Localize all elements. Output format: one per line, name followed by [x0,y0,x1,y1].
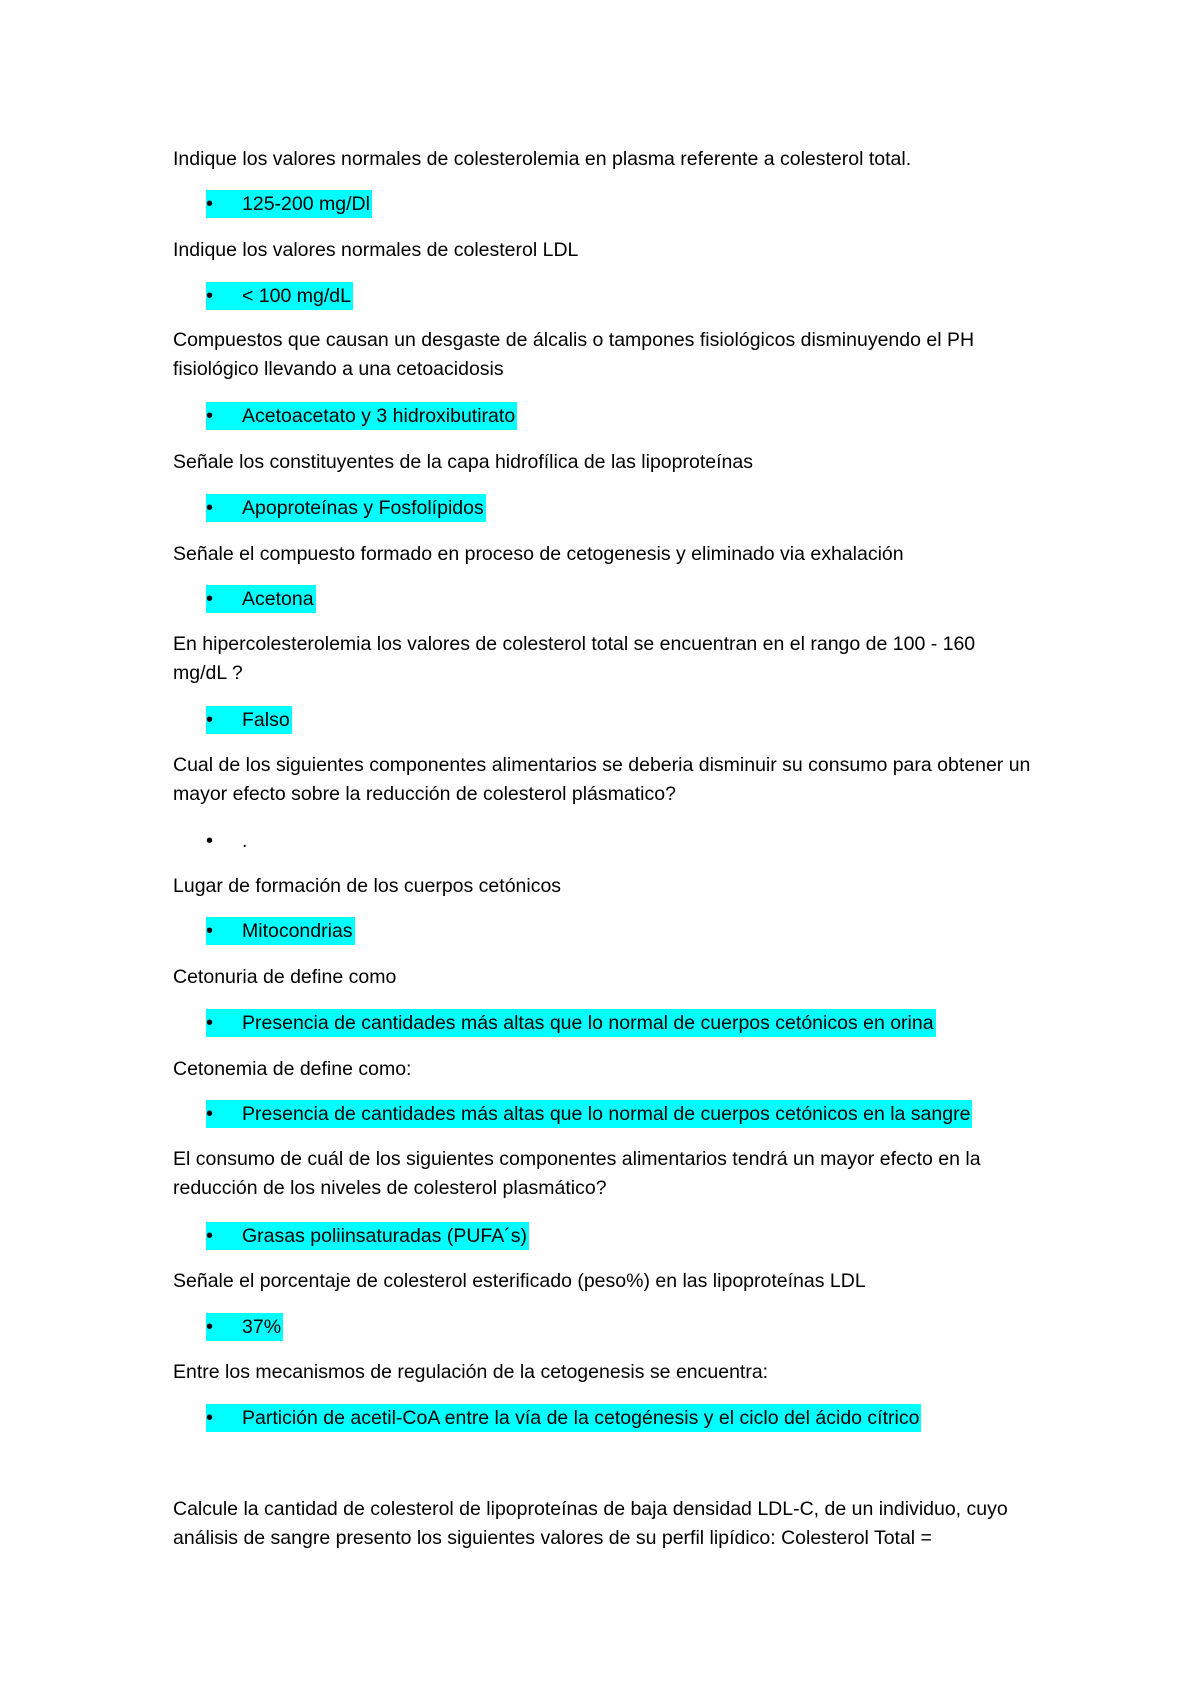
question-12 [173,1267,1033,1296]
question-text: El consumo de cuál de los siguientes componentes alimentarios tendrá un mayor efecto en la reducción de los niveles de colesterol plasmático? [173,1148,981,1199]
bullet-icon: • [173,282,242,310]
bullet-icon: • [173,706,242,734]
answer-text: Presencia de cantidades más altas que lo normal de cuerpos cetónicos en orina [242,1009,936,1037]
answer-13 [173,1403,921,1433]
answer-5 [173,584,316,614]
answer-text: . [242,830,248,852]
question-text: Señale los constituyentes de la capa hidrofílica de las lipoproteínas [173,451,753,473]
question-text: Compuestos que causan un desgaste de álcalis o tampones fisiológicos disminuyendo el PH fisiológico llevando a una cetoacidosis [173,329,975,380]
question-text: Indique los valores normales de colesterolemia en plasma referente a colesterol total. [173,148,912,170]
question-8 [173,872,1033,901]
bullet-icon: • [206,830,214,852]
answer-7 [173,826,249,856]
question-text: Cetonuria de define como [173,966,397,988]
question-9 [173,963,1033,992]
question-7 [173,751,1033,809]
question-text: Lugar de formación de los cuerpos cetónicos [173,875,562,897]
question-5 [173,540,1033,569]
answer-text: 125-200 mg/Dl [242,190,372,218]
bullet-icon: • [173,494,242,522]
question-2 [173,236,1033,265]
answer-text: Falso [242,706,292,734]
answer-text: Acetoacetato y 3 hidroxibutirato [242,402,517,430]
answer-6 [173,705,292,735]
question-4 [173,448,1033,477]
final-question [173,1495,1033,1553]
bullet-icon: • [173,1222,242,1250]
answer-2 [173,281,353,311]
question-text: Indique los valores normales de colesterol LDL [173,239,579,261]
bullet-icon: • [173,1100,242,1128]
bullet-icon: • [173,917,242,945]
question-text: Señale el porcentaje de colesterol esterificado (peso%) en las lipoproteínas LDL [173,1270,866,1292]
bullet-icon: • [173,402,242,430]
answer-1 [173,189,372,219]
question-text: Cetonemia de define como: [173,1058,412,1080]
question-11 [173,1145,1033,1203]
answer-text: Acetona [242,585,316,613]
answer-text: Mitocondrias [242,917,355,945]
answer-11 [173,1221,529,1251]
question-text: Cual de los siguientes componentes alimentarios se deberia disminuir su consumo para obtener un mayor efecto sobre la reducción de colesterol plásmatico? [173,754,1031,805]
question-text: Calcule la cantidad de colesterol de lipoproteínas de baja densidad LDL-C, de un individuo, cuyo análisis de sangre presento los siguientes valores de su perfil lipídico: Colesterol Total = [173,1498,1008,1549]
bullet-icon: • [173,585,242,613]
answer-text: < 100 mg/dL [242,282,353,310]
question-1 [173,145,1033,174]
answer-9 [173,1008,936,1038]
bullet-icon: • [173,1009,242,1037]
question-text: Señale el compuesto formado en proceso de cetogenesis y eliminado via exhalación [173,543,904,565]
answer-8 [173,916,355,946]
answer-4 [173,493,486,523]
question-6 [173,630,1033,688]
bullet-icon: • [173,1313,242,1341]
question-10 [173,1055,1033,1084]
answer-3 [173,401,517,431]
question-3 [173,326,1033,384]
answer-text: Presencia de cantidades más altas que lo normal de cuerpos cetónicos en la sangre [242,1100,972,1128]
answer-text: Partición de acetil-CoA entre la vía de la cetogénesis y el ciclo del ácido cítrico [242,1404,921,1432]
bullet-icon: • [173,1404,242,1432]
question-text: En hipercolesterolemia los valores de colesterol total se encuentran en el rango de 100 - 160 mg/dL ? [173,633,976,684]
question-text: Entre los mecanismos de regulación de la cetogenesis se encuentra: [173,1361,769,1383]
answer-10 [173,1099,972,1129]
question-13 [173,1358,1033,1387]
answer-text: Apoproteínas y Fosfolípidos [242,494,486,522]
answer-text: Grasas poliinsaturadas (PUFA´s) [242,1222,529,1250]
bullet-icon: • [173,190,242,218]
answer-text: 37% [242,1313,283,1341]
answer-12 [173,1312,283,1342]
